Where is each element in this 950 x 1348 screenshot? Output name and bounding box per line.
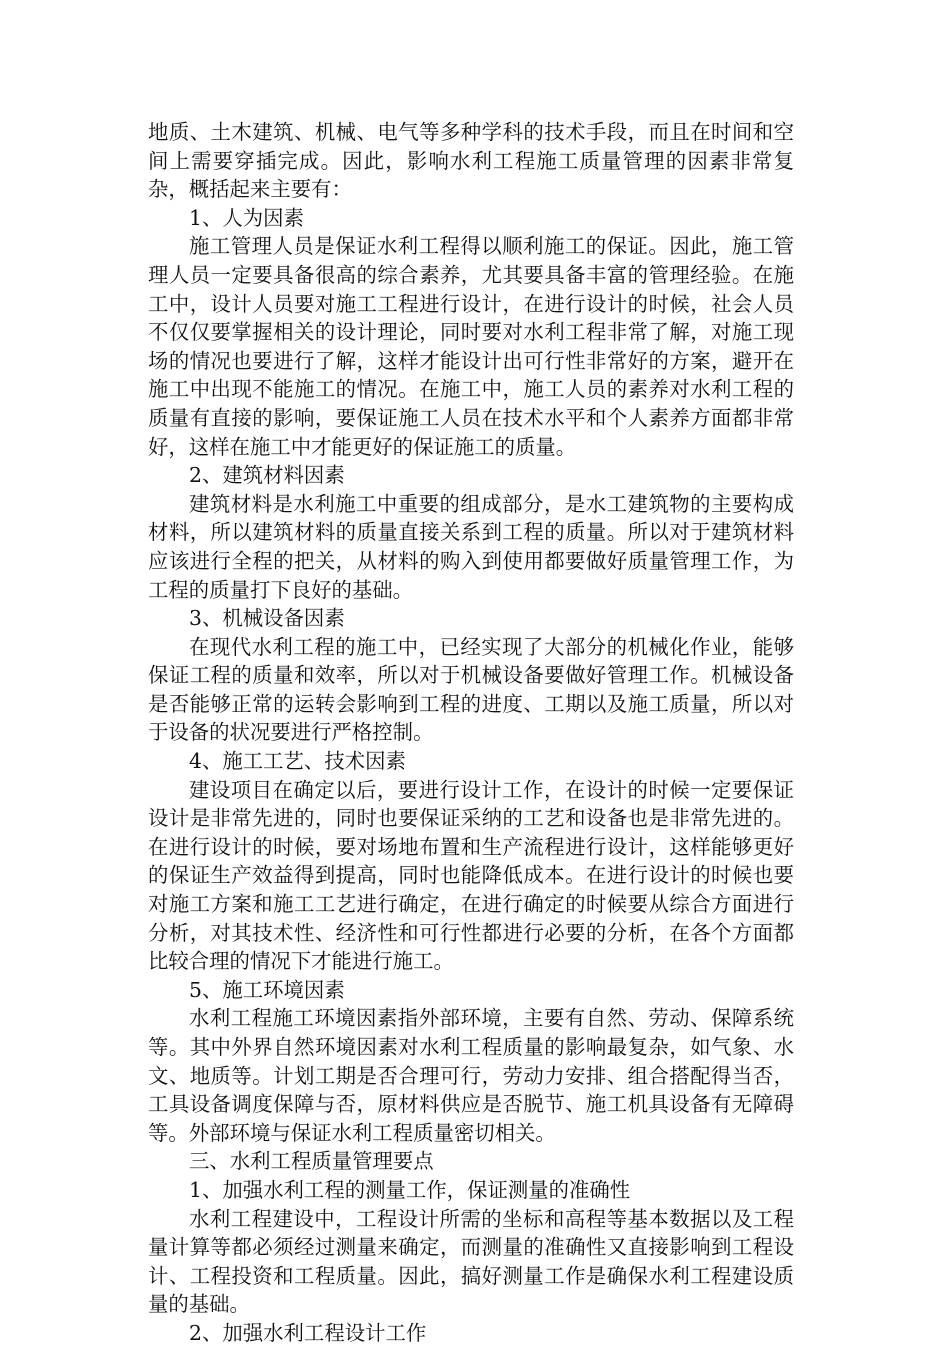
- document-body: [148, 118, 794, 1348]
- section-heading-technology: 4、施工工艺、技术因素: [189, 749, 406, 774]
- section-heading-environment: 5、施工环境因素: [189, 977, 345, 1002]
- intro-paragraph: 地质、土木建筑、机械、电气等多种学科的技术手段，而且在时间和空间上需要穿插完成。因此，影响水利工程施工质量管理的因素非常复杂，概括起来主要有：: [148, 120, 794, 202]
- section-heading-machinery: 3、机械设备因素: [189, 606, 345, 631]
- paragraph-environment: 水利工程施工环境因素指外部环境，主要有自然、劳动、保障系统等。其中外界自然环境因素对水利工程质量的影响最复杂，如气象、水文、地质等。计划工期是否合理可行，劳动力安排、组合搭配得当否，工具设备调度保障与否，原材料供应是否脱节、施工机具设备有无障碍等。外部环境与保证水利工程质量密切相关。: [148, 1006, 794, 1145]
- section-heading-survey: 1、加强水利工程的测量工作，保证测量的准确性: [189, 1177, 631, 1202]
- paragraph-technology: 建设项目在确定以后，要进行设计工作，在设计的时候一定要保证设计是非常先进的，同时也要保证采纳的工艺和设备也是非常先进的。在进行设计的时候，要对场地布置和生产流程进行设计，这样能够更好的保证生产效益得到提高，同时也能降低成本。在进行设计的时候也要对施工方案和施工工艺进行确定，在进行确定的时候要从综合方面进行分析，对其技术性、经济性和可行性都进行必要的分析，在各个方面都比较合理的情况下才能进行施工。: [148, 777, 794, 974]
- chapter-heading-quality-management: 三、水利工程质量管理要点: [189, 1149, 434, 1174]
- paragraph-human-factors: 施工管理人员是保证水利工程得以顺利施工的保证。因此，施工管理人员一定要具备很高的综合素养，尤其要具备丰富的管理经验。在施工中，设计人员要对施工工程进行设计，在进行设计的时候，社会人员不仅仅要掌握相关的设计理论，同时要对水利工程非常了解，对施工现场的情况也要进行了解，这样才能设计出可行性非常好的方案，避开在施工中出现不能施工的情况。在施工中，施工人员的素养对水利工程的质量有直接的影响，要保证施工人员在技术水平和个人素养方面都非常好，这样在施工中才能更好的保证施工的质量。: [148, 234, 794, 459]
- paragraph-machinery: 在现代水利工程的施工中，已经实现了大部分的机械化作业，能够保证工程的质量和效率，所以对于机械设备要做好管理工作。机械设备是否能够正常的运转会影响到工程的进度、工期以及施工质量，所以对于设备的状况要进行严格控制。: [148, 634, 794, 745]
- paragraph-survey: 水利工程建设中，工程设计所需的坐标和高程等基本数据以及工程量计算等都必须经过测量来确定，而测量的准确性又直接影响到工程设计、工程投资和工程质量。因此，搞好测量工作是确保水利工程建设质量的基础。: [148, 1206, 794, 1317]
- section-heading-materials: 2、建筑材料因素: [189, 463, 345, 488]
- section-heading-design: 2、加强水利工程设计工作: [189, 1320, 427, 1345]
- section-heading-human-factors: 1、人为因素: [189, 205, 304, 230]
- paragraph-materials: 建筑材料是水利施工中重要的组成部分，是水工建筑物的主要构成材料，所以建筑材料的质量直接关系到工程的质量。所以对于建筑材料应该进行全程的把关，从材料的购入到使用都要做好质量管理工作，为工程的质量打下良好的基础。: [148, 491, 794, 602]
